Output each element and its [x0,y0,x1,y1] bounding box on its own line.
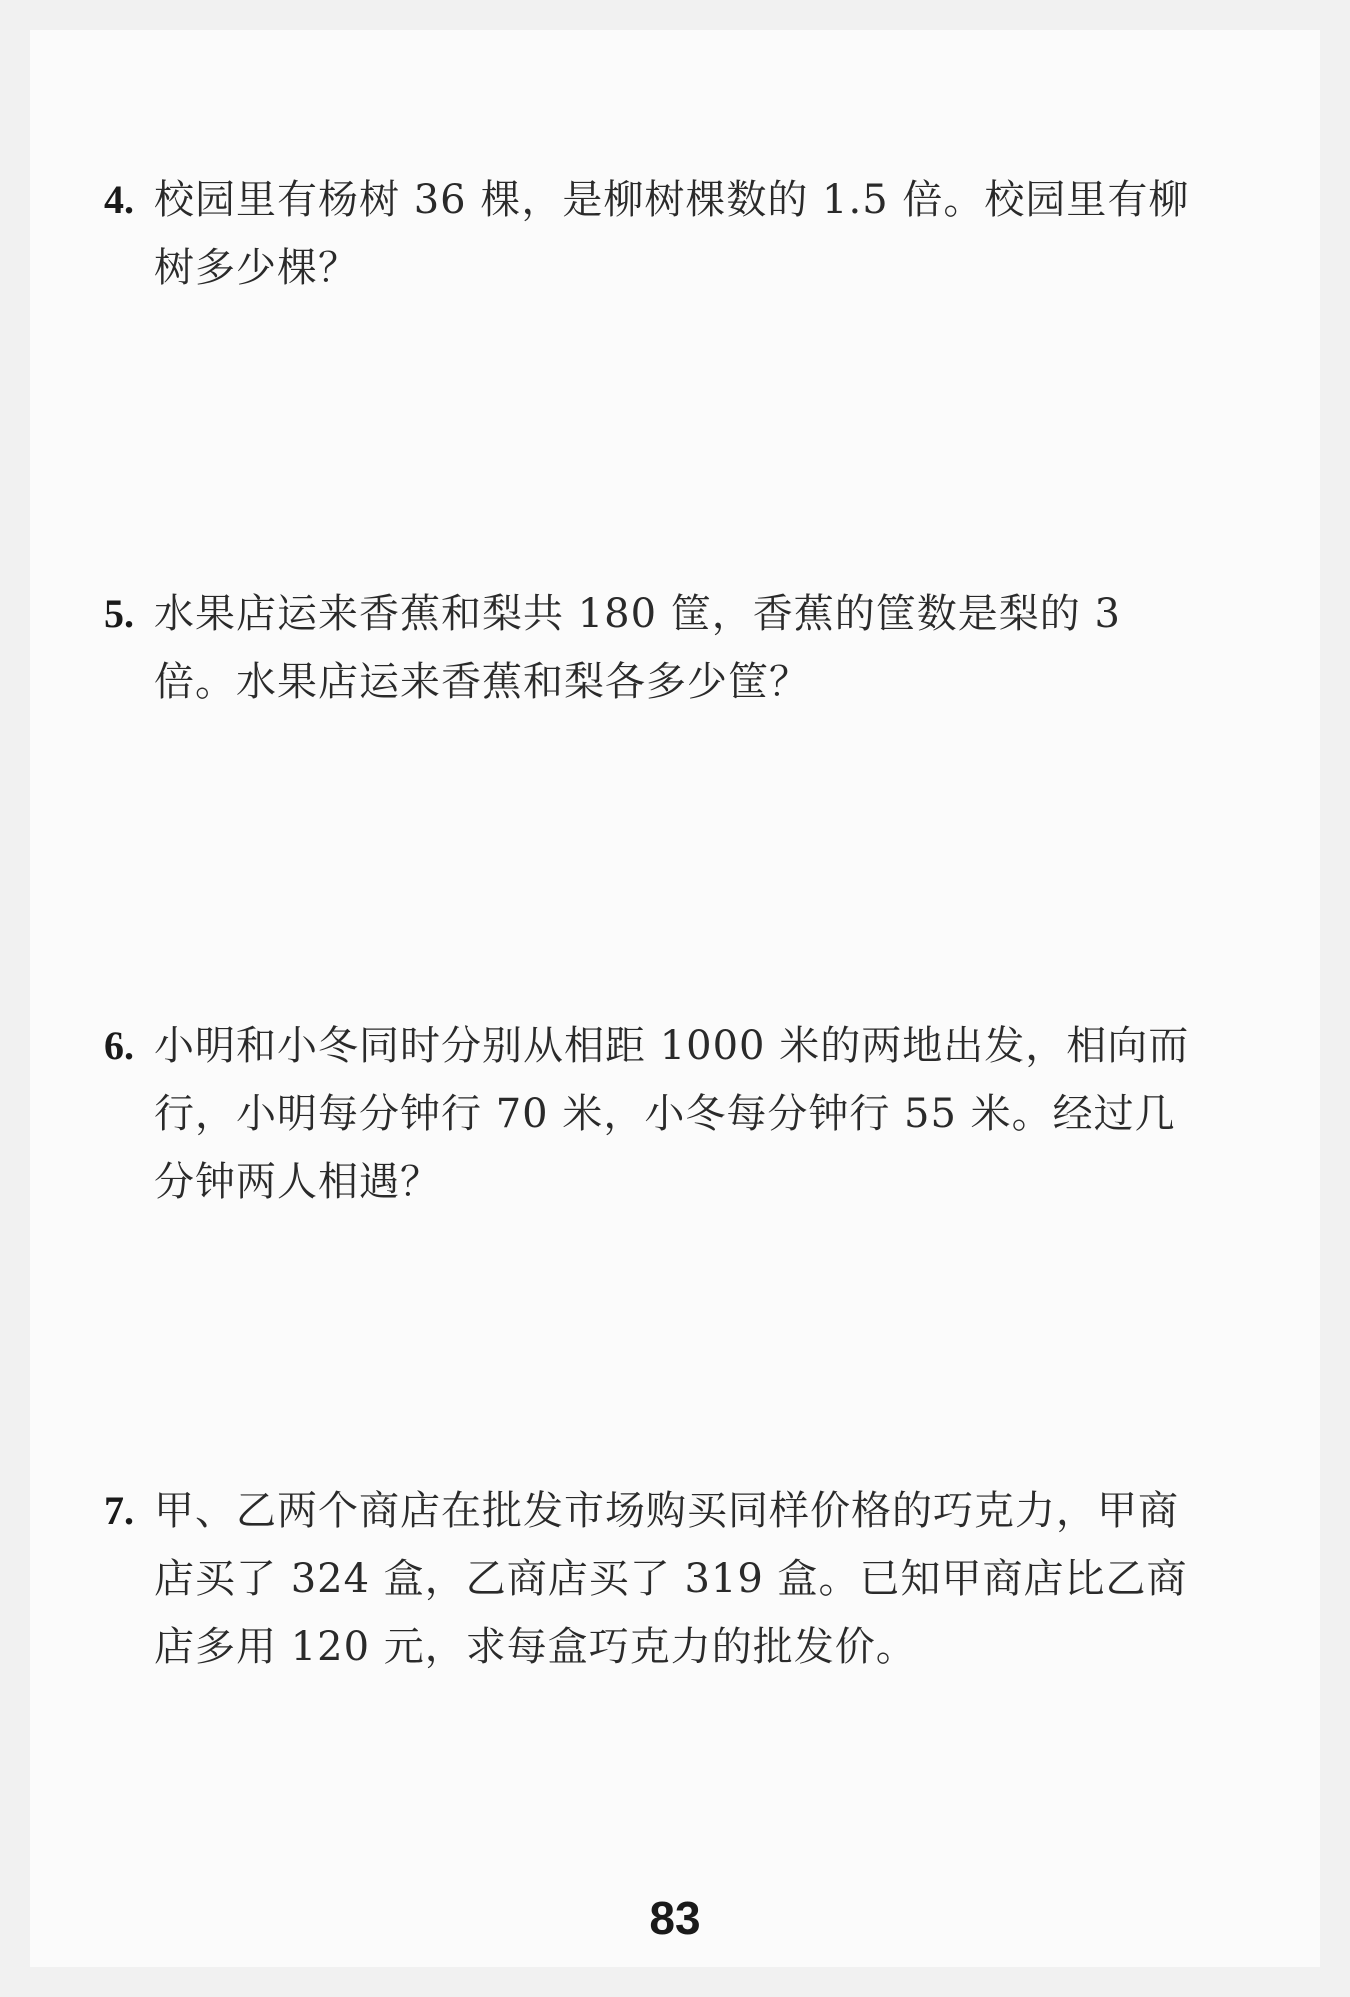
problem-5 [104,580,1214,716]
problem-number: 4. [104,177,134,222]
problem-text: 小明和小冬同时分别从相距 1000 米的两地出发，相向而行，小明每分钟行 70 米，小冬每分钟行 55 米。经过几分钟两人相遇？ [154,1023,1190,1205]
problem-4 [104,166,1214,302]
problem-text: 甲、乙两个商店在批发市场购买同样价格的巧克力，甲商店买了 324 盒，乙商店买了 319 盒。已知甲商店比乙商店多用 120 元，求每盒巧克力的批发价。 [154,1488,1188,1670]
page-number: 83 [649,1892,701,1944]
problem-number: 5. [104,591,134,636]
problem-number: 7. [104,1488,134,1533]
problem-text: 校园里有杨树 36 棵，是柳树棵数的 1.5 倍。校园里有柳树多少棵？ [154,177,1190,291]
problem-number: 6. [104,1023,134,1068]
problem-7 [104,1477,1214,1681]
problem-6 [104,1012,1214,1216]
problem-text: 水果店运来香蕉和梨共 180 筐，香蕉的筐数是梨的 3 倍。水果店运来香蕉和梨各多少筐？ [154,591,1121,705]
